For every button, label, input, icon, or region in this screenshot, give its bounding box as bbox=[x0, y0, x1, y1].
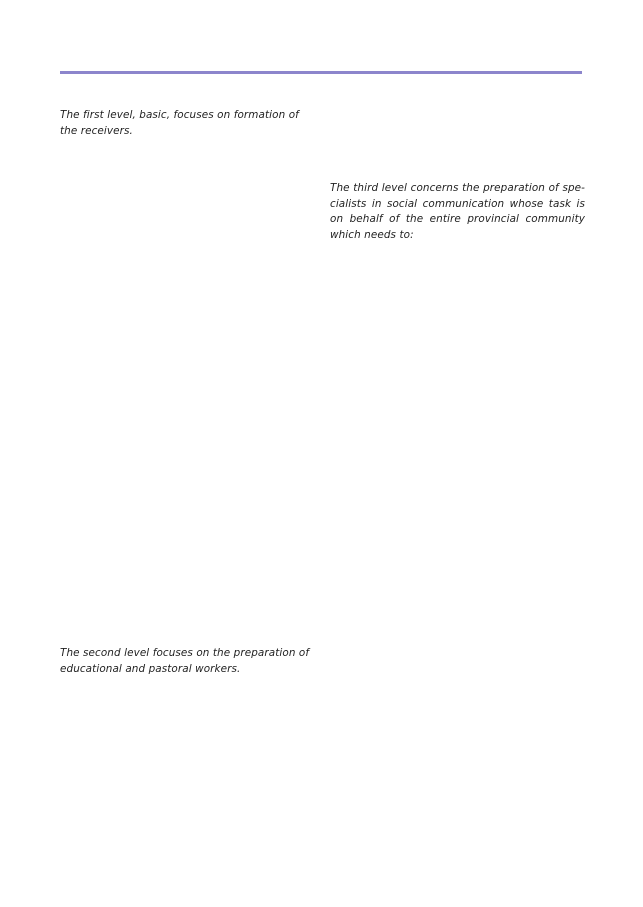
paragraph-second-level: The second level focuses on the preparation of educational and pastoral workers. bbox=[60, 647, 310, 675]
paragraph-third-level: The third level concerns the preparation of spe-cialists in social communication whose task is on behalf of the entire provincial community which needs to: bbox=[330, 182, 585, 241]
paragraph-first-level: The first level, basic, focuses on formation of the receivers. bbox=[60, 109, 299, 137]
header-rule bbox=[60, 71, 582, 74]
